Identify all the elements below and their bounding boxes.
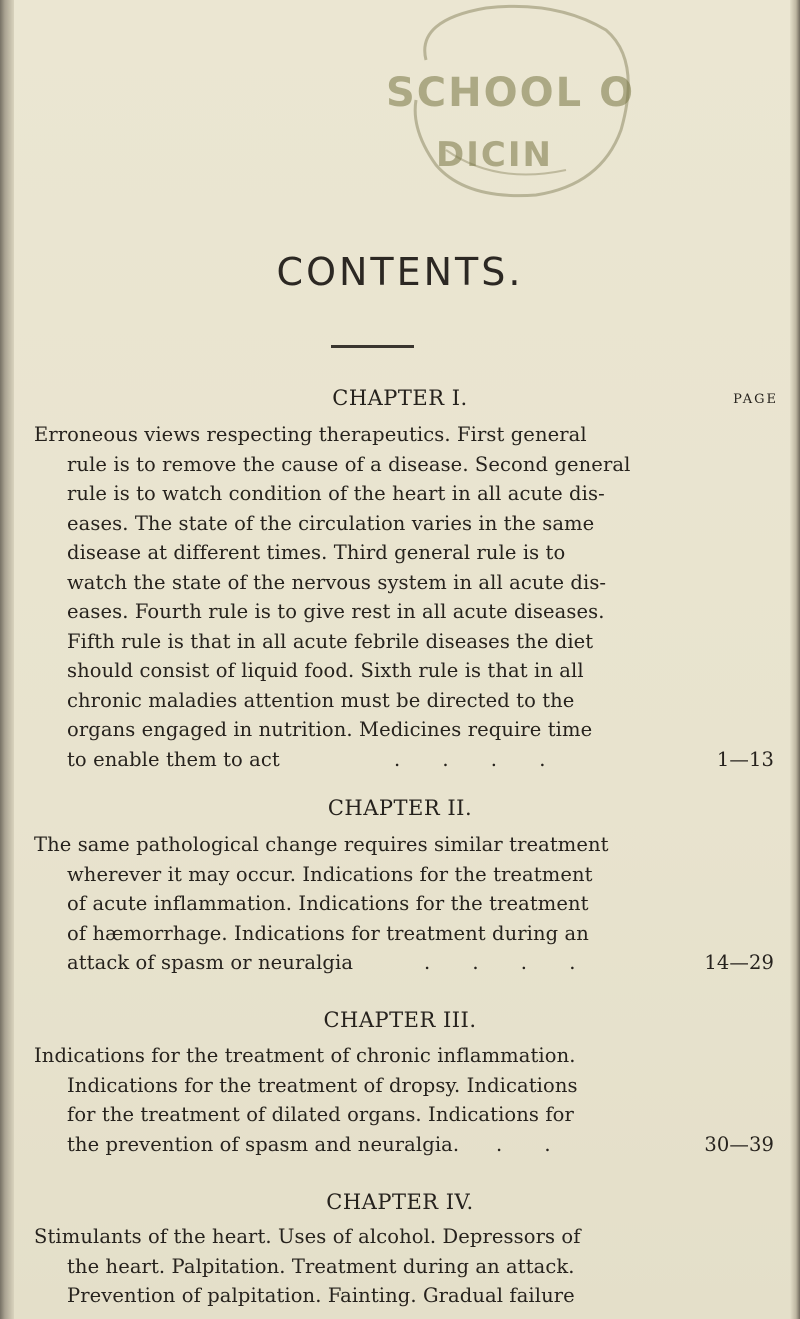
page-title: CONTENTS. (276, 250, 524, 294)
toc-line: Erroneous views respecting therapeutics. First general (34, 423, 587, 446)
page-range: 30—39 (704, 1132, 774, 1156)
chapter-1-entry (34, 420, 774, 774)
toc-last-line (34, 948, 774, 978)
chapter-2-heading: CHAPTER II. (327, 796, 473, 820)
toc-line: eases. The state of the circulation varies in the same (67, 511, 595, 535)
toc-line: for the treatment of dilated organs. Indications for (67, 1103, 574, 1126)
chapter-3-entry (34, 1041, 774, 1159)
toc-line: eases. Fourth rule is to give rest in all acute diseases. (67, 600, 605, 623)
toc-line: rule is to watch condition of the heart in all acute dis- (67, 482, 605, 505)
library-stamp (376, 0, 646, 210)
toc-line: watch the state of the nervous system in all acute dis- (67, 570, 607, 594)
stamp-text-bottom: DICIN (436, 135, 553, 175)
toc-line: the heart. Palpitation. Treatment during an attack. (67, 1254, 575, 1278)
chapter-3-heading: CHAPTER III. (323, 1008, 477, 1032)
toc-line: Stimulants of the heart. Uses of alcohol. Depressors of (34, 1225, 581, 1248)
chapter-4-heading: CHAPTER IV. (326, 1190, 474, 1214)
page-range: 14—29 (704, 951, 774, 974)
toc-line: wherever it may occur. Indications for the treatment (67, 862, 593, 886)
chapter-1-heading: CHAPTER I. (332, 386, 468, 410)
toc-line: the prevention of spasm and neuralgia. (67, 1132, 460, 1156)
toc-line: The same pathological change requires similar treatment (34, 833, 609, 856)
toc-line: Indications for the treatment of dropsy. Indications (67, 1073, 578, 1097)
stamp-text-top: SCHOOL O (386, 70, 636, 116)
toc-line: should consist of liquid food. Sixth rule is that in all (67, 659, 584, 682)
chapter-2-entry (34, 830, 774, 978)
toc-last-line (34, 1130, 774, 1160)
toc-line: Prevention of palpitation. Fainting. Gradual failure (67, 1284, 575, 1307)
page-range: 1—13 (716, 747, 774, 771)
title-rule (331, 345, 414, 348)
page-right-edge (790, 0, 800, 1319)
chapter-4-entry (34, 1222, 774, 1311)
page-left-edge (0, 0, 14, 1319)
toc-line: rule is to remove the cause of a disease. Second general (67, 452, 631, 476)
toc-line: of hæmorrhage. Indications for treatment during an (67, 921, 589, 945)
toc-line: disease at different times. Third general rule is to (67, 541, 566, 564)
dot-leader: . . . . (424, 951, 594, 974)
toc-last-line (34, 745, 774, 775)
dot-leader: . . (496, 1132, 569, 1156)
toc-line: to enable them to act (67, 747, 280, 771)
dot-leader: . . . . (394, 747, 564, 771)
toc-line: of acute inflammation. Indications for the treatment (67, 892, 589, 915)
page-column-label: PAGE (733, 392, 778, 407)
toc-line: Fifth rule is that in all acute febrile diseases the diet (67, 629, 594, 653)
toc-line: Indications for the treatment of chronic inflammation. (34, 1044, 576, 1067)
toc-line: chronic maladies attention must be directed to the (67, 688, 575, 712)
toc-line: organs engaged in nutrition. Medicines require time (67, 718, 593, 741)
toc-line: attack of spasm or neuralgia (67, 951, 354, 974)
